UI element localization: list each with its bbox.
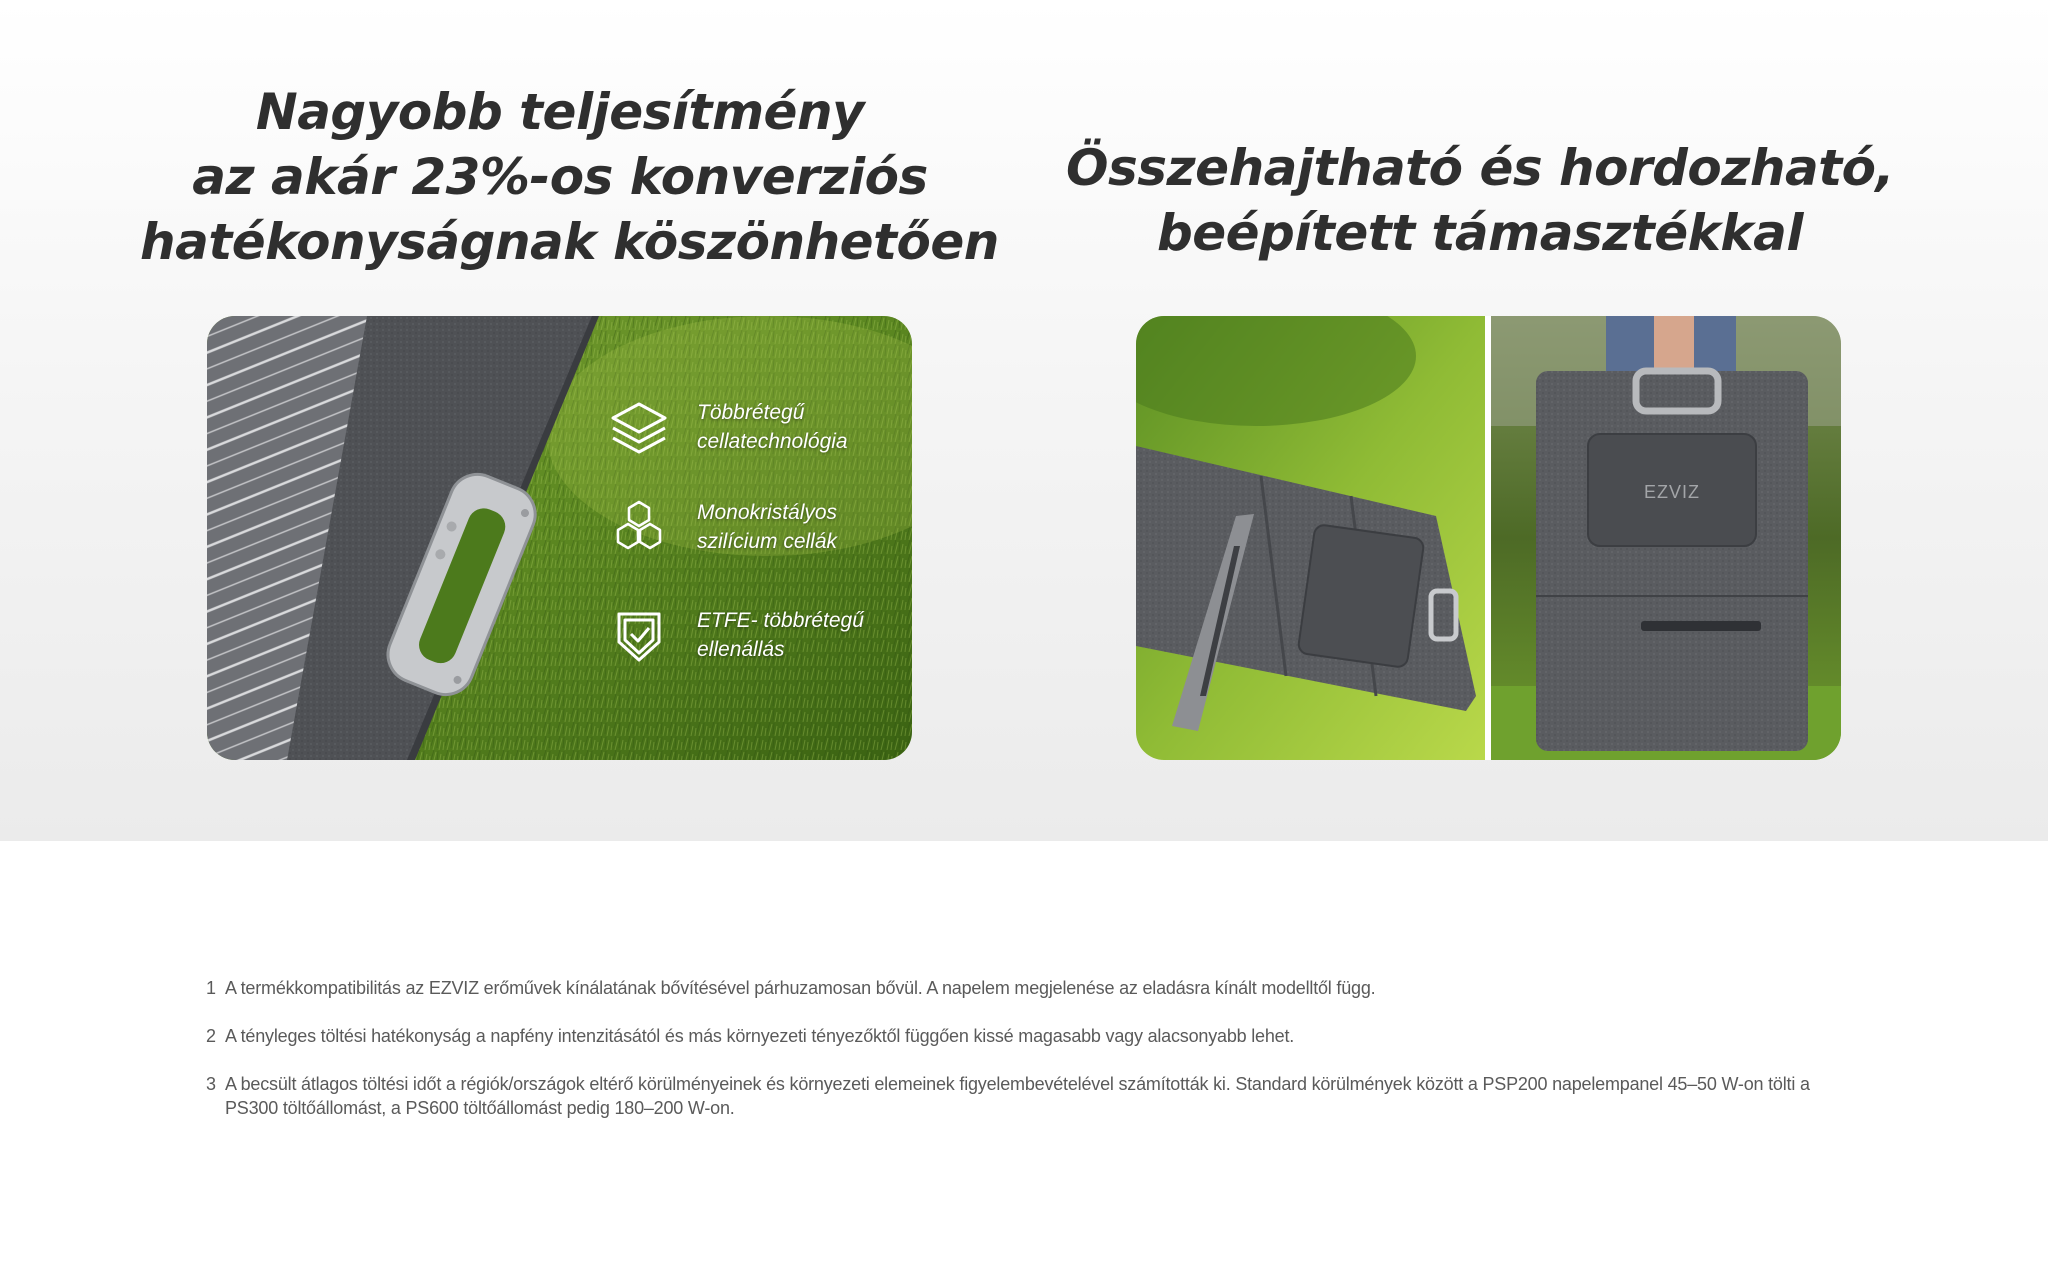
- feature-label-multilayer: Többrétegű cellatechnológia: [697, 401, 848, 453]
- left-title-line-1: Nagyobb teljesítmény: [255, 83, 865, 141]
- footnote-2: 2 A tényleges töltési hatékonyság a napfény intenzitásától és más környezeti tényezőktől függően kissé magasabb vagy alacsonyabb lehet.: [206, 1026, 1295, 1046]
- shield-check-icon: [607, 604, 671, 668]
- feature-item-etfe: [607, 604, 907, 674]
- footnote-3: 3 A becsült átlagos töltési időt a régiók/országok eltérő körülményeinek és környezeti elemeinek figyelembevételével számították ki. Standard körülmények között a PSP200 napelempanel 45–50 W-on tölti a PS300 töltőállomást, a PS600 töltőállomást pedig 180–200 W-on.: [206, 1074, 1810, 1118]
- feature-item-monocrystalline: [607, 496, 907, 566]
- foldable-panel-images: [1136, 316, 1841, 760]
- foldable-panel-illustration: [1136, 316, 1841, 760]
- feature-label-etfe: ETFE- többrétegű ellenállás: [697, 609, 864, 661]
- feature-item-multilayer: [607, 396, 907, 466]
- right-title-line-1: Összehajtható és hordozható,: [1066, 139, 1894, 197]
- left-title-line-2: az akár 23%-os konverziós: [192, 148, 928, 206]
- solar-panel-feature-image: [207, 316, 912, 760]
- ezviz-logo: EZVIZ: [1643, 482, 1701, 502]
- right-title-line-2: beépített támasztékkal: [1156, 204, 1804, 262]
- footnotes: [206, 976, 1866, 1144]
- footnote-1: 1 A termékkompatibilitás az EZVIZ erőművek kínálatának bővítésével párhuzamosan bővül. A napelem megjelenése az eladásra kínált modelltől függ.: [206, 978, 1376, 998]
- left-section-title: [140, 80, 999, 275]
- layers-icon: [607, 396, 671, 460]
- hexagon-cells-icon: [607, 496, 671, 560]
- left-title-line-3: hatékonyságnak köszönhetően: [140, 213, 999, 271]
- feature-label-monocrystalline: Monokristályos szilícium cellák: [697, 501, 838, 553]
- right-section-title: [1060, 136, 1900, 266]
